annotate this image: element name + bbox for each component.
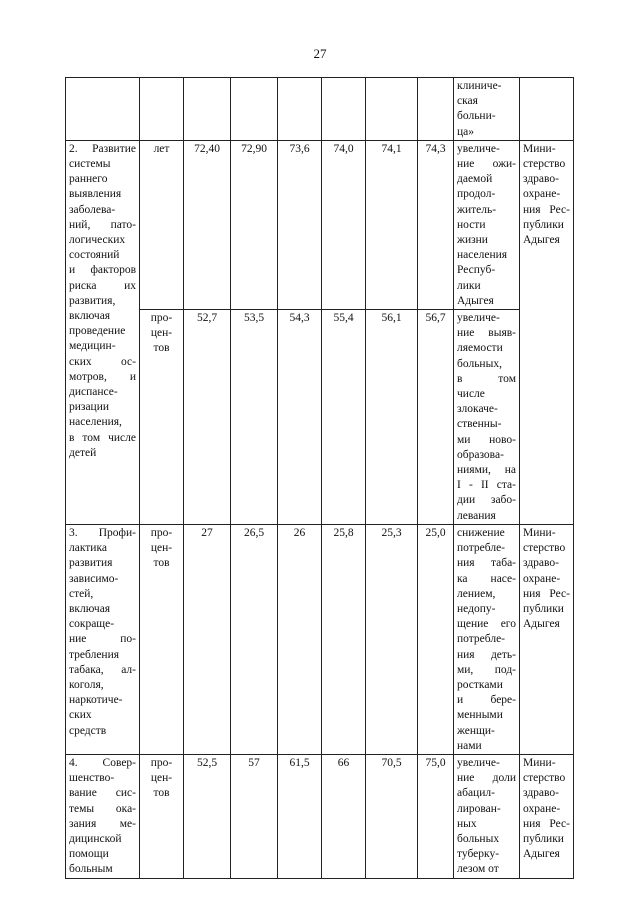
- expected-result-line: жизни: [457, 234, 488, 247]
- responsible-cell: [520, 754, 574, 878]
- responsible-line: Адыгея: [523, 234, 560, 247]
- expected-result-line: ных: [457, 817, 477, 830]
- activity-name-line: системы: [69, 158, 111, 171]
- expected-result-line: даемой: [457, 173, 493, 186]
- value-cell: 52,7: [184, 310, 231, 525]
- activity-name-line: помощи: [69, 848, 109, 861]
- unit-line: тов: [153, 557, 170, 570]
- expected-result-line: больных,: [457, 357, 502, 370]
- unit-line: цен-: [150, 772, 173, 785]
- expected-result-line: лики: [457, 279, 481, 292]
- activity-name-line: требления: [69, 648, 120, 661]
- expected-result-line: больни-: [457, 110, 496, 123]
- indicators-table: [65, 77, 574, 879]
- activity-name-line: населения,: [69, 416, 122, 429]
- responsible-line: ния Рес-: [523, 587, 570, 600]
- page-number: 27: [313, 46, 327, 61]
- table-row: [66, 310, 574, 525]
- expected-result-line: щение его: [457, 618, 516, 631]
- expected-result-line: ственны-: [457, 418, 502, 431]
- expected-result-line: житель-: [457, 203, 497, 216]
- expected-result-cell: [454, 78, 520, 141]
- value-cell: [184, 78, 231, 141]
- responsible-line: публики: [523, 832, 564, 845]
- responsible-line: здраво-: [523, 787, 559, 800]
- value-cell: [366, 78, 418, 141]
- activity-name-line: зания ме-: [69, 817, 136, 830]
- unit-line: про-: [150, 526, 173, 539]
- activity-name-line: заболева-: [69, 203, 116, 216]
- expected-result-line: ниями, на: [457, 464, 516, 477]
- expected-result-line: ние выяв-: [457, 327, 516, 340]
- value-cell: 74,3: [418, 140, 454, 309]
- activity-name-line: лактика: [69, 542, 107, 555]
- value-cell: 25,0: [418, 524, 454, 754]
- activity-name-line: средств: [69, 724, 107, 737]
- activity-name-line: включая: [69, 602, 111, 615]
- expected-result-cell: [454, 754, 520, 878]
- table-row: [66, 754, 574, 878]
- value-cell: 53,5: [231, 310, 278, 525]
- activity-name-line: 4. Совер-: [69, 756, 136, 769]
- expected-result-line: ляемости: [457, 342, 503, 355]
- activity-name-line: сокраще-: [69, 618, 115, 631]
- expected-result-line: больных: [457, 832, 500, 845]
- expected-result-line: населения: [457, 249, 508, 262]
- table-row: [66, 524, 574, 754]
- responsible-line: Мини-: [523, 756, 556, 769]
- unit-cell: [140, 754, 184, 878]
- unit-cell: [140, 310, 184, 525]
- activity-name-line: медицин-: [69, 340, 116, 353]
- unit-line: тов: [153, 342, 170, 355]
- expected-result-line: в том: [457, 372, 516, 385]
- expected-result-line: дии забо-: [457, 494, 516, 507]
- unit-line: цен-: [150, 542, 173, 555]
- value-cell: 26: [278, 524, 322, 754]
- activity-name-line: 3. Профи-: [69, 526, 136, 539]
- expected-result-line: женщи-: [457, 724, 495, 737]
- activity-name-cell: [66, 78, 140, 141]
- value-cell: 25,3: [366, 524, 418, 754]
- value-cell: 56,7: [418, 310, 454, 525]
- activity-name-line: ских: [69, 709, 92, 722]
- activity-name-line: состояний: [69, 249, 120, 262]
- responsible-line: стерство: [523, 158, 566, 171]
- activity-name-line: ние по-: [69, 633, 136, 646]
- responsible-line: Мини-: [523, 142, 556, 155]
- value-cell: 61,5: [278, 754, 322, 878]
- activity-name-line: в том числе: [69, 431, 136, 444]
- expected-result-line: потребле-: [457, 633, 506, 646]
- responsible-line: охране-: [523, 802, 561, 815]
- expected-result-line: ние доли: [457, 772, 516, 785]
- value-cell: 72,90: [231, 140, 278, 309]
- expected-result-line: нами: [457, 739, 482, 752]
- unit-line: про-: [150, 312, 173, 325]
- activity-name-line: темы ока-: [69, 802, 136, 815]
- activity-name-line: шенство-: [69, 772, 115, 785]
- responsible-line: стерство: [523, 772, 566, 785]
- expected-result-line: ская: [457, 95, 478, 108]
- activity-name-line: стей,: [69, 587, 94, 600]
- expected-result-line: ние ожи-: [457, 158, 516, 171]
- responsible-line: ния Рес-: [523, 203, 570, 216]
- responsible-line: Адыгея: [523, 618, 560, 631]
- activity-name-cell: [66, 140, 140, 524]
- responsible-cell: [520, 78, 574, 141]
- value-cell: [231, 78, 278, 141]
- activity-name-line: ний, пато-: [69, 218, 136, 231]
- unit-line: цен-: [150, 327, 173, 340]
- responsible-line: Адыгея: [523, 848, 560, 861]
- expected-result-line: абацил-: [457, 787, 495, 800]
- responsible-line: охране-: [523, 188, 561, 201]
- expected-result-line: Адыгея: [457, 294, 494, 307]
- activity-name-line: коголя,: [69, 678, 104, 691]
- value-cell: 66: [322, 754, 366, 878]
- expected-result-line: продол-: [457, 188, 496, 201]
- responsible-line: публики: [523, 218, 564, 231]
- expected-result-line: I - II ста-: [457, 479, 516, 492]
- expected-result-cell: [454, 310, 520, 525]
- value-cell: 26,5: [231, 524, 278, 754]
- responsible-line: охране-: [523, 572, 561, 585]
- expected-result-line: клиниче-: [457, 80, 502, 92]
- value-cell: 70,5: [366, 754, 418, 878]
- activity-name-line: выявления: [69, 188, 122, 201]
- responsible-cell: [520, 524, 574, 754]
- expected-result-line: Респуб-: [457, 264, 496, 277]
- value-cell: 57: [231, 754, 278, 878]
- activity-name-line: диспансе-: [69, 386, 118, 399]
- value-cell: 55,4: [322, 310, 366, 525]
- activity-name-line: табака, ал-: [69, 663, 136, 676]
- value-cell: [418, 78, 454, 141]
- activity-name-line: и факторов: [69, 264, 136, 277]
- expected-result-line: увеличе-: [457, 312, 500, 325]
- value-cell: 25,8: [322, 524, 366, 754]
- activity-name-line: дицинской: [69, 832, 122, 845]
- expected-result-line: менными: [457, 709, 503, 722]
- expected-result-line: снижение: [457, 526, 505, 539]
- activity-name-line: больным: [69, 863, 113, 876]
- value-cell: 74,1: [366, 140, 418, 309]
- activity-name-line: логических: [69, 234, 126, 247]
- value-cell: [278, 78, 322, 141]
- unit-cell: [140, 524, 184, 754]
- activity-name-line: включая: [69, 310, 111, 323]
- value-cell: 73,6: [278, 140, 322, 309]
- expected-result-line: ми ново-: [457, 433, 516, 446]
- activity-name-line: детей: [69, 446, 97, 459]
- expected-result-line: увеличе-: [457, 756, 500, 769]
- activity-name-line: ских ос-: [69, 355, 136, 368]
- unit-cell: [140, 140, 184, 309]
- activity-name-line: мотров, и: [69, 370, 136, 383]
- expected-result-line: ми, под-: [457, 663, 516, 676]
- expected-result-line: злокаче-: [457, 403, 498, 416]
- activity-name-line: развития: [69, 557, 113, 570]
- activity-name-line: проведение: [69, 325, 126, 338]
- expected-result-line: числе: [457, 388, 485, 401]
- activity-name-line: наркотиче-: [69, 694, 123, 707]
- unit-line: про-: [150, 756, 173, 769]
- expected-result-line: образова-: [457, 448, 504, 461]
- responsible-cell: [520, 140, 574, 524]
- expected-result-line: лением,: [457, 587, 496, 600]
- responsible-line: стерство: [523, 542, 566, 555]
- activity-name-line: ризации: [69, 401, 110, 414]
- responsible-line: Мини-: [523, 526, 556, 539]
- value-cell: 74,0: [322, 140, 366, 309]
- value-cell: 52,5: [184, 754, 231, 878]
- expected-result-line: ка насе-: [457, 572, 516, 585]
- unit-cell: [140, 78, 184, 141]
- responsible-line: публики: [523, 602, 564, 615]
- value-cell: 75,0: [418, 754, 454, 878]
- responsible-line: здраво-: [523, 173, 559, 186]
- value-cell: 56,1: [366, 310, 418, 525]
- expected-result-line: левания: [457, 509, 496, 522]
- value-cell: [322, 78, 366, 141]
- unit-line: тов: [153, 787, 170, 800]
- value-cell: 27: [184, 524, 231, 754]
- expected-result-line: увеличе-: [457, 142, 500, 155]
- expected-result-line: ности: [457, 218, 486, 231]
- activity-name-line: 2. Развитие: [69, 142, 136, 155]
- expected-result-line: недопу-: [457, 602, 496, 615]
- unit-line: лет: [153, 142, 170, 155]
- activity-name-cell: [66, 754, 140, 878]
- value-cell: 54,3: [278, 310, 322, 525]
- table-row: [66, 78, 574, 141]
- table-row: [66, 140, 574, 309]
- expected-result-line: лезом от: [457, 863, 499, 876]
- expected-result-line: туберку-: [457, 848, 500, 861]
- expected-result-line: ца»: [457, 125, 475, 138]
- responsible-line: здраво-: [523, 557, 559, 570]
- expected-result-line: ния деть-: [457, 648, 516, 661]
- expected-result-line: ния таба-: [457, 557, 516, 570]
- activity-name-line: раннего: [69, 173, 108, 186]
- expected-result-cell: [454, 140, 520, 309]
- responsible-line: ния Рес-: [523, 817, 570, 830]
- value-cell: 72,40: [184, 140, 231, 309]
- activity-name-line: риска их: [69, 279, 136, 292]
- expected-result-line: ростками: [457, 678, 503, 691]
- activity-name-cell: [66, 524, 140, 754]
- expected-result-cell: [454, 524, 520, 754]
- expected-result-line: потребле-: [457, 542, 506, 555]
- activity-name-line: вание сис-: [69, 787, 136, 800]
- activity-name-line: зависимо-: [69, 572, 119, 585]
- expected-result-line: и бере-: [457, 694, 516, 707]
- activity-name-line: развития,: [69, 294, 116, 307]
- expected-result-line: лирован-: [457, 802, 501, 815]
